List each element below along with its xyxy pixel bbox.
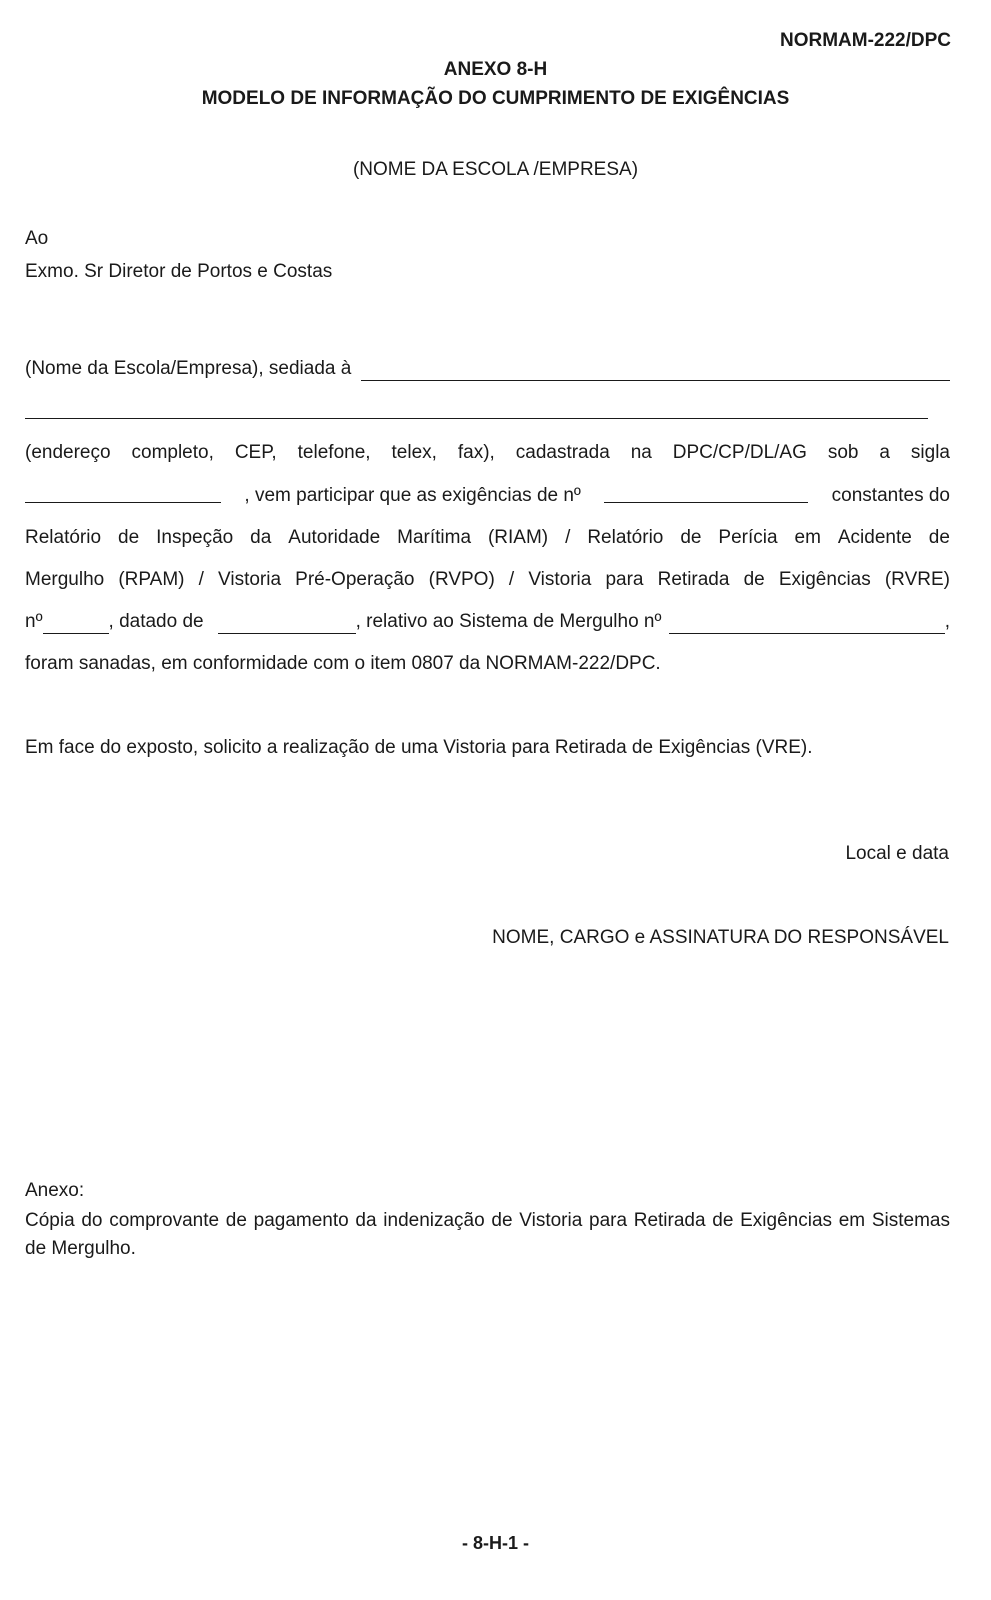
body-word: Perícia [718,527,778,548]
recipient-name: Exmo. Sr Diretor de Portos e Costas [25,261,333,282]
report-number-label: nº [25,611,43,632]
body-line-8: foram sanadas, em conformidade com o item 0807 da NORMAM-222/DPC. [25,653,661,674]
body-word: em [794,527,821,548]
document-title: MODELO DE INFORMAÇÃO DO CUMPRIMENTO DE EXIGÊNCIAS [201,88,790,109]
body-word: / [508,569,515,590]
request-paragraph: Em face do exposto, solicito a realização de uma Vistoria para Retirada de Exigências (VRE). [25,737,813,758]
body-word: de [928,527,950,548]
responsible-signature: NOME, CARGO e ASSINATURA DO RESPONSÁVEL [492,927,949,948]
body-word: da [250,527,272,548]
body-word: Exigências [778,569,871,590]
body-word: Retirada [657,569,730,590]
body-word: Vistoria [218,569,282,590]
document-code: NORMAM-222/DPC [779,30,951,51]
requirements-text: , vem participar que as exigências de nº [244,485,581,506]
body-word: para [605,569,644,590]
acronym-blank [25,484,221,503]
body-word: a [879,442,890,463]
comma: , [944,611,950,632]
address-blank-1 [361,362,950,381]
recipient-prefix: Ao [25,228,49,249]
body-word: / [565,527,571,548]
body-word: (RVPO) [428,569,495,590]
body-word: (RPAM) [118,569,185,590]
body-word: (RVRE) [884,569,950,590]
diving-system-label: , relativo ao Sistema de Mergulho nº [355,611,662,632]
annex-number: ANEXO 8-H [443,59,548,80]
page-number: - 8-H-1 - [462,1533,529,1553]
body-word: telefone, [297,442,371,463]
body-word: Inspeção [156,527,234,548]
diving-system-blank [669,615,944,634]
body-word: de [118,527,140,548]
body-word: fax), [457,442,495,463]
body-word: de [680,527,702,548]
body-line-2 [25,400,950,426]
body-word: sob [827,442,859,463]
body-word: (endereço [25,442,111,463]
body-line-3 [25,441,950,465]
date-blank [218,615,356,634]
body-word: cadastrada [515,442,610,463]
constants-text: constantes do [831,485,950,506]
place-and-date: Local e data [845,843,949,864]
body-word: Acidente [837,527,912,548]
body-word: DPC/CP/DL/AG [672,442,807,463]
body-word: Marítima [397,527,472,548]
body-word: (RIAM) [487,527,549,548]
body-word: sigla [910,442,950,463]
body-line-6 [25,568,950,592]
body-line-5 [25,526,950,550]
body-word: CEP, [234,442,277,463]
annex-label: Anexo: [25,1180,85,1201]
body-word: de [743,569,765,590]
body-line-1 [25,357,950,381]
body-word: na [630,442,652,463]
school-name-placeholder: (NOME DA ESCOLA /EMPRESA) [352,159,639,180]
body-line-4 [25,484,950,510]
body-word: telex, [391,442,437,463]
annex-description: Cópia do comprovante de pagamento da indenização de Vistoria para Retirada de Exigências em Sistemas de Mergulho. [25,1210,950,1259]
requirements-number-blank [604,484,808,503]
body-word: / [198,569,204,590]
school-seat-text: (Nome da Escola/Empresa), sediada à [25,358,352,379]
body-word: Pré-Operação [295,569,415,590]
body-word: completo, [131,442,214,463]
report-number-blank [43,615,109,634]
address-blank-2 [25,400,928,419]
body-word: Relatório [25,527,102,548]
body-word: Mergulho [25,569,105,590]
body-word: Vistoria [528,569,592,590]
dated-label: , datado de [108,611,204,632]
body-line-7 [25,610,950,634]
body-word: Relatório [587,527,664,548]
body-word: Autoridade [288,527,381,548]
